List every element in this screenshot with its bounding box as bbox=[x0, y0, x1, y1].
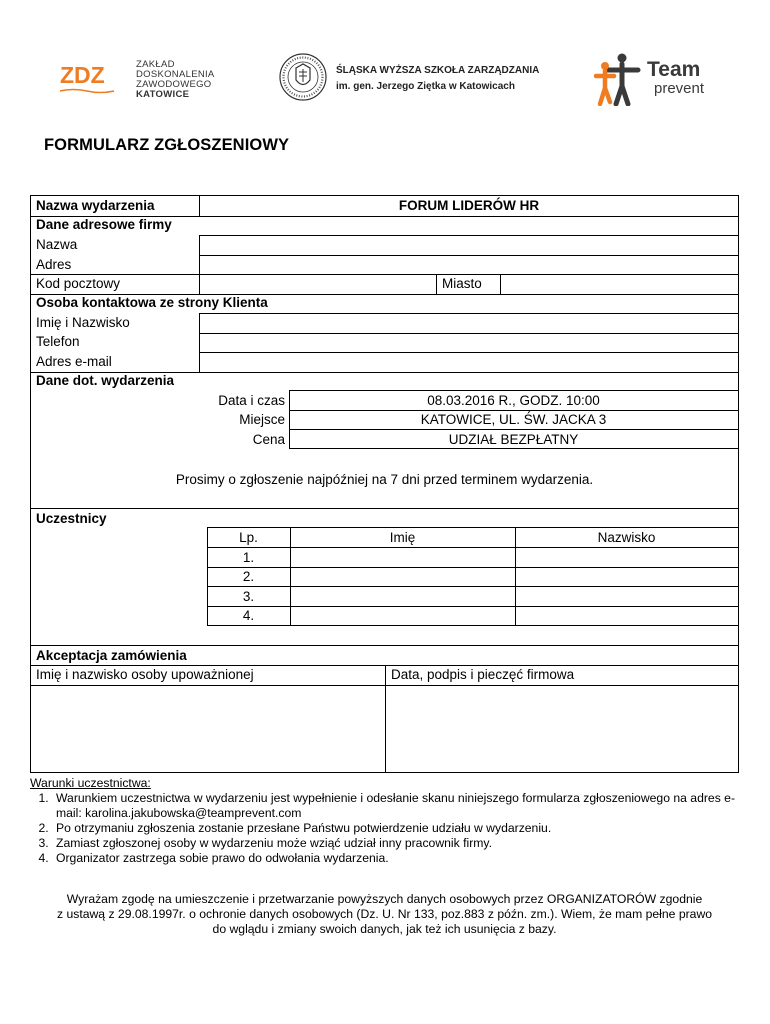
price-value: UDZIAŁ BEZPŁATNY bbox=[448, 432, 579, 447]
prevent-word: prevent bbox=[654, 80, 705, 97]
participant-row-number: 4. bbox=[242, 608, 255, 623]
divider bbox=[289, 410, 738, 411]
divider bbox=[31, 508, 738, 509]
team-word: Team bbox=[647, 58, 701, 81]
contact-phone-field[interactable] bbox=[200, 334, 738, 352]
city-field[interactable] bbox=[501, 275, 738, 293]
signature-label: Data, podpis i pieczęć firmowa bbox=[391, 667, 575, 682]
terms-item: 3. Zamiast zgłoszonej osoby w wydarzeniu może wziąć udział inny pracownik firmy. bbox=[52, 836, 739, 851]
acceptance-section-heading: Akceptacja zamówienia bbox=[36, 648, 187, 663]
price-label: Cena bbox=[252, 432, 285, 447]
consent-line: Wyrażam zgodę na umieszczenie i przetwarzanie powyższych danych osobowych przez ORGANIZATORÓW zgodnie bbox=[66, 892, 703, 906]
participants-header-firstname: Imię bbox=[389, 530, 416, 545]
date-value: 08.03.2016 R., GODZ. 10:00 bbox=[427, 393, 600, 408]
contact-email-field[interactable] bbox=[200, 353, 738, 371]
consent-line: do wglądu i zmiany swoich danych, jak też ich usunięcia z bazy. bbox=[212, 922, 557, 936]
postal-code-label: Kod pocztowy bbox=[36, 276, 121, 291]
terms-item: 4. Organizator zastrzega sobie prawo do odwołania wydarzenia. bbox=[52, 851, 739, 866]
postal-code-field[interactable] bbox=[200, 275, 436, 293]
divider bbox=[436, 274, 437, 294]
deadline-note: Prosimy o zgłoszenie najpóźniej na 7 dni przed terminem wydarzenia. bbox=[175, 472, 594, 487]
authorized-person-label: Imię i nazwisko osoby upoważnionej bbox=[36, 667, 254, 682]
authorized-person-field[interactable] bbox=[32, 686, 384, 772]
sws-name: ŚLĄSKA WYŻSZA SZKOŁA ZARZĄDZANIA bbox=[336, 65, 540, 76]
participant-3-lastname-field[interactable] bbox=[516, 587, 738, 605]
participants-header-lastname: Nazwisko bbox=[597, 530, 656, 545]
company-section-heading: Dane adresowe firmy bbox=[36, 217, 172, 232]
participant-row-number: 3. bbox=[242, 589, 255, 604]
participant-4-firstname-field[interactable] bbox=[291, 607, 514, 625]
company-address-label: Adres bbox=[36, 257, 72, 272]
event-name-value: FORUM LIDERÓW HR bbox=[398, 198, 540, 213]
page-title: FORMULARZ ZGŁOSZENIOWY bbox=[44, 136, 290, 154]
zdz-underline-icon bbox=[60, 88, 114, 94]
participant-2-lastname-field[interactable] bbox=[516, 568, 738, 586]
team-figures-icon bbox=[592, 52, 644, 106]
contact-section-heading: Osoba kontaktowa ze strony Klienta bbox=[36, 295, 268, 310]
contact-fullname-field[interactable] bbox=[200, 314, 738, 332]
consent-line: z ustawą z 29.08.1997r. o ochronie danych osobowych (Dz. U. Nr 133, poz.883 z późn. zm.). Wiem, że mam pełne prawo bbox=[56, 907, 713, 921]
terms-list bbox=[30, 791, 739, 866]
terms-item: 2. Po otrzymaniu zgłoszenia zostanie przesłane Państwu potwierdzenie udziału w wydarzeniu. bbox=[52, 821, 739, 836]
participant-row-number: 2. bbox=[242, 569, 255, 584]
sws-logo bbox=[278, 52, 548, 104]
divider bbox=[289, 429, 738, 430]
place-value: KATOWICE, UL. ŚW. JACKA 3 bbox=[420, 412, 607, 427]
terms-heading: Warunki uczestnictwa: bbox=[30, 776, 151, 790]
signature-field[interactable] bbox=[386, 686, 738, 772]
company-name-field[interactable] bbox=[200, 236, 738, 254]
event-name-label: Nazwa wydarzenia bbox=[36, 198, 155, 213]
participant-2-firstname-field[interactable] bbox=[291, 568, 514, 586]
participants-header-lp: Lp. bbox=[239, 530, 258, 545]
teamprevent-logo bbox=[592, 52, 722, 106]
data-consent bbox=[30, 892, 739, 937]
registration-form bbox=[30, 195, 739, 773]
event-section-heading: Dane dot. wydarzenia bbox=[36, 373, 175, 388]
participation-terms bbox=[30, 776, 739, 866]
participant-1-firstname-field[interactable] bbox=[291, 548, 514, 566]
contact-phone-label: Telefon bbox=[36, 334, 80, 349]
company-address-field[interactable] bbox=[200, 256, 738, 274]
sws-subname: im. gen. Jerzego Ziętka w Katowicach bbox=[336, 81, 515, 92]
contact-email-label: Adres e-mail bbox=[36, 354, 112, 369]
terms-item: 1. Warunkiem uczestnictwa w wydarzeniu jest wypełnienie i odesłanie skanu niniejszego formularza zgłoszeniowego na adres e-mail: karolina.jakubowska@teamprevent.com bbox=[52, 791, 739, 821]
zdz-mark: ZDZ bbox=[60, 62, 105, 88]
company-name-label: Nazwa bbox=[36, 237, 78, 252]
divider bbox=[31, 645, 738, 646]
university-seal-icon bbox=[278, 52, 328, 102]
participants-section-heading: Uczestnicy bbox=[36, 511, 107, 526]
participant-1-lastname-field[interactable] bbox=[516, 548, 738, 566]
contact-fullname-label: Imię i Nazwisko bbox=[36, 315, 130, 330]
zdz-wordmark: ZAKŁAD DOSKONALENIA ZAWODOWEGO KATOWICE bbox=[136, 59, 215, 100]
zdz-logo bbox=[60, 58, 220, 102]
participant-4-lastname-field[interactable] bbox=[516, 607, 738, 625]
participant-row-number: 1. bbox=[242, 550, 255, 565]
place-label: Miejsce bbox=[239, 412, 285, 427]
participant-3-firstname-field[interactable] bbox=[291, 587, 514, 605]
city-label: Miasto bbox=[442, 276, 482, 291]
date-label: Data i czas bbox=[218, 393, 285, 408]
